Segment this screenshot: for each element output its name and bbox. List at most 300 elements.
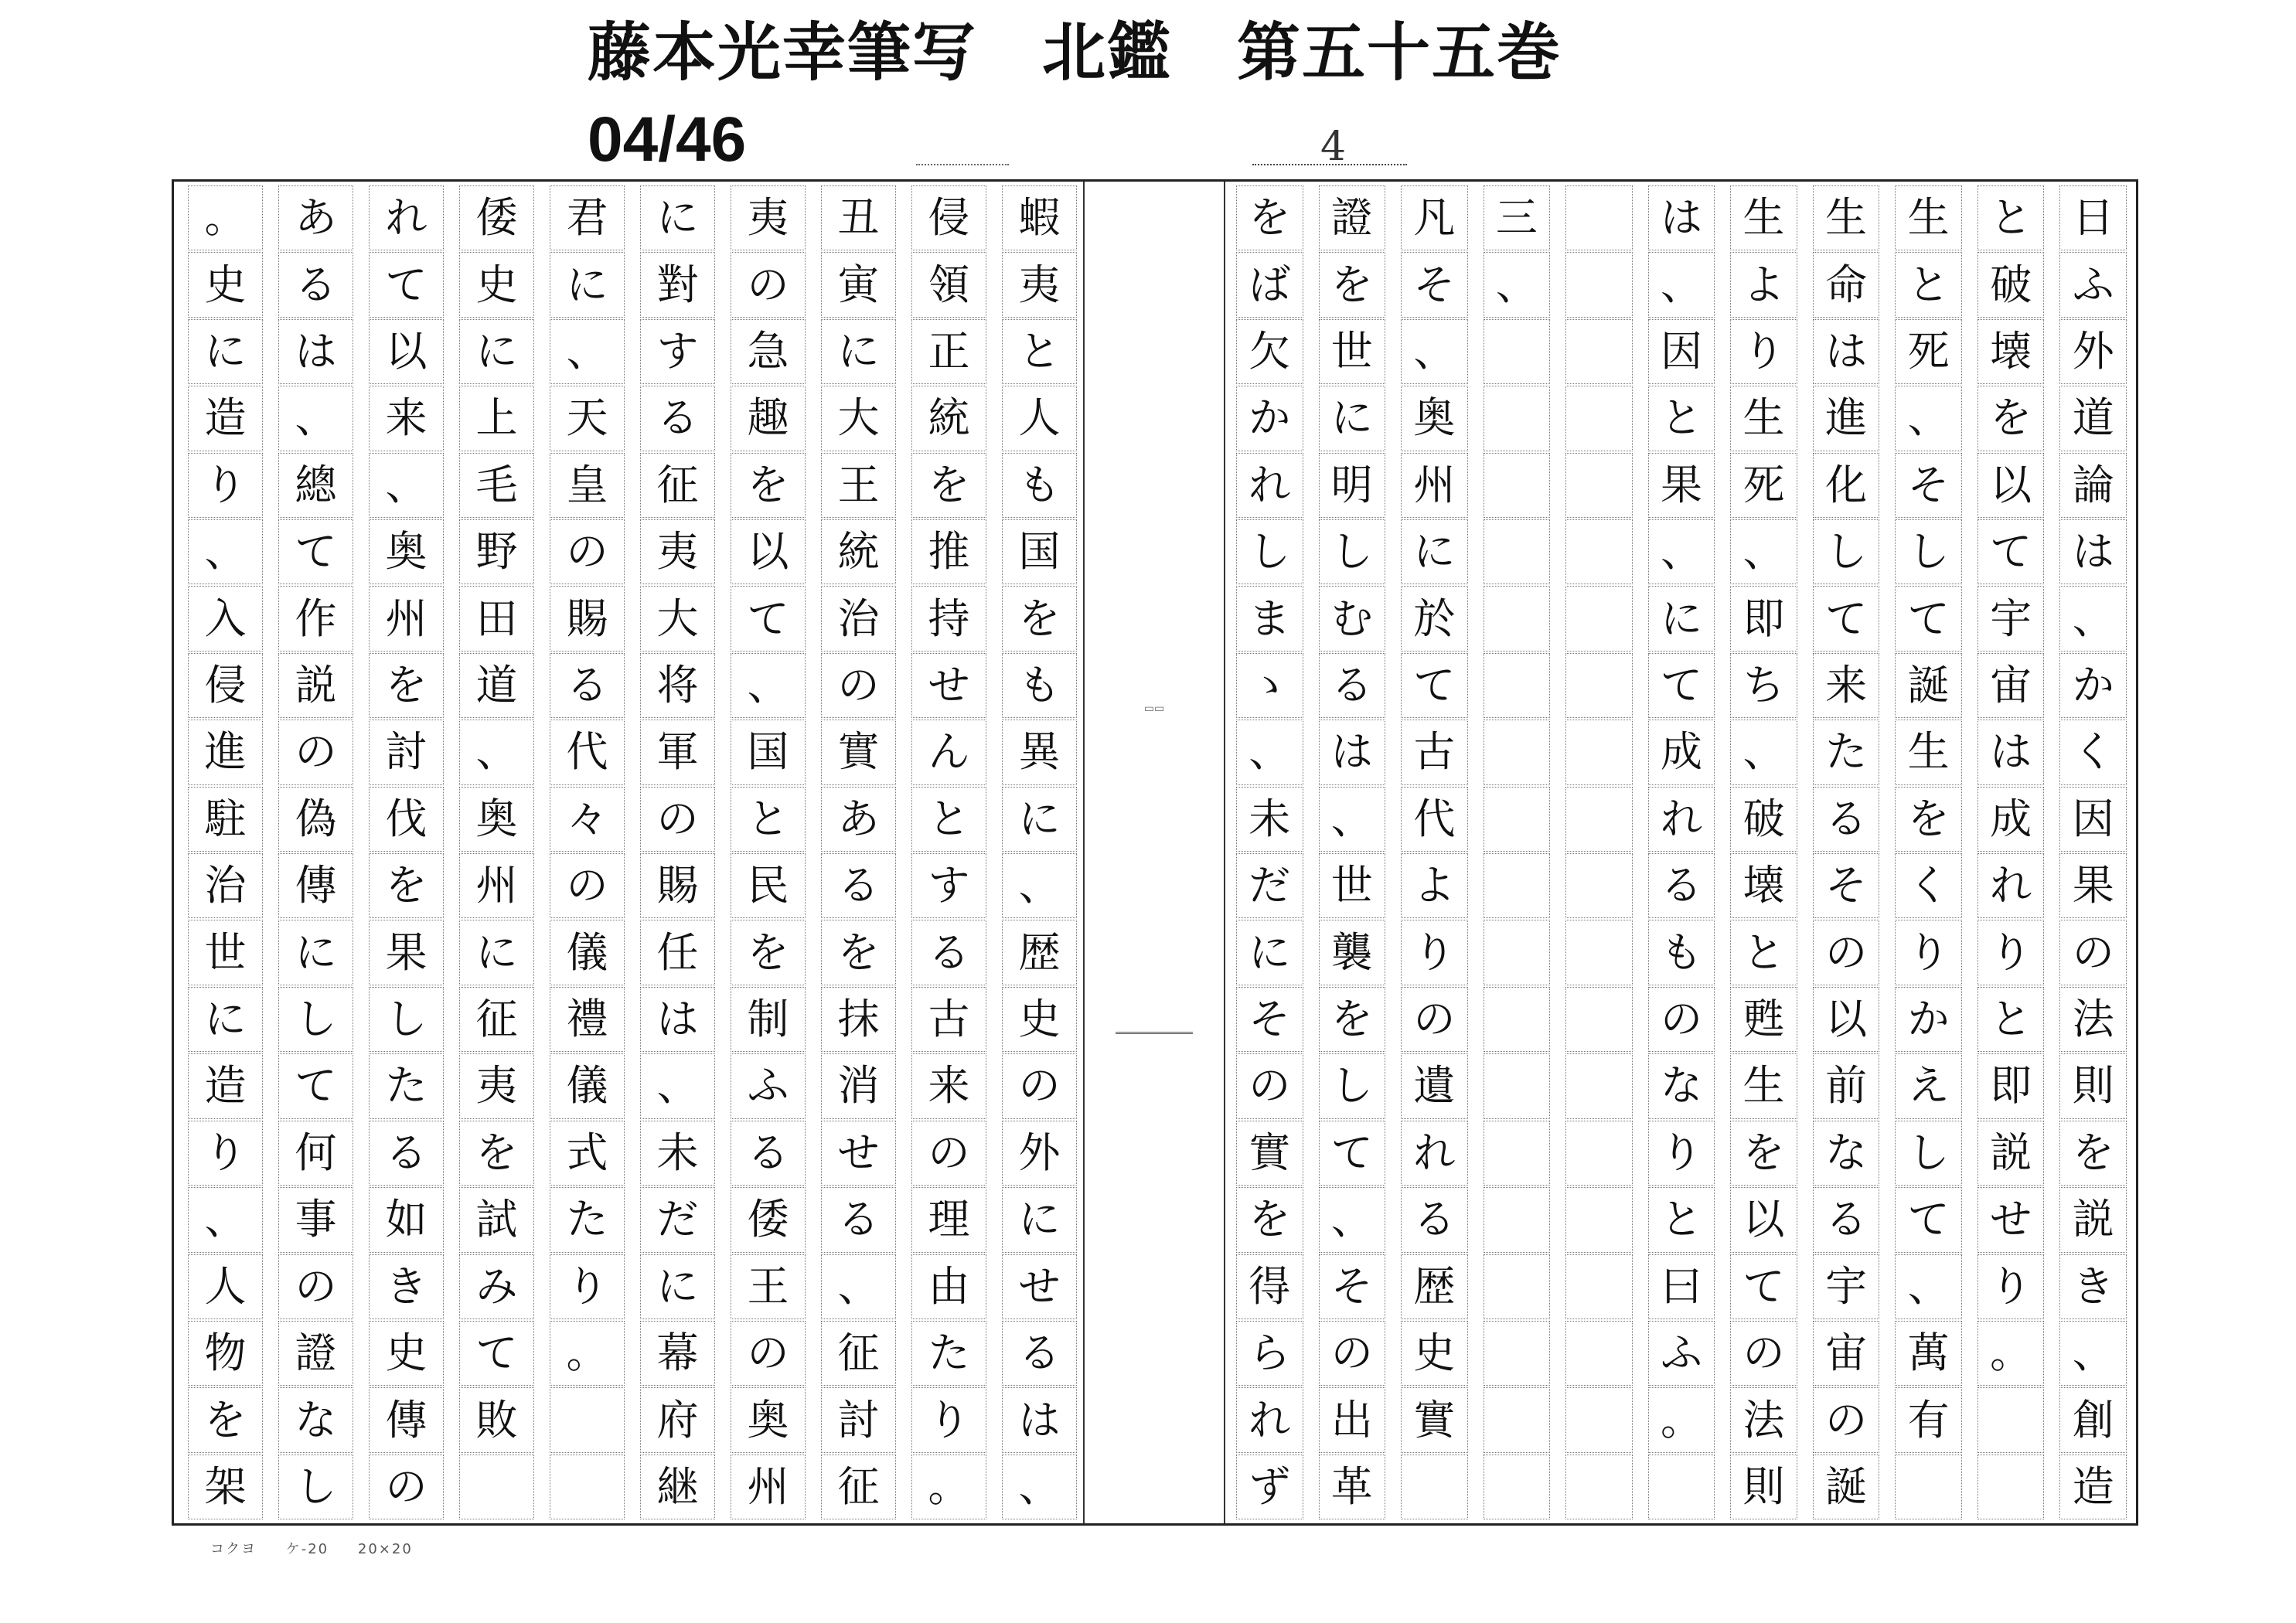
manuscript-cell: 野 <box>459 519 534 584</box>
manuscript-cell: 人 <box>1002 386 1077 451</box>
manuscript-cell: 破 <box>1730 787 1797 852</box>
manuscript-cell <box>1565 386 1633 451</box>
manuscript-cell: 幕 <box>640 1321 715 1386</box>
manuscript-cell <box>1565 519 1633 584</box>
manuscript-cell: に <box>640 185 715 250</box>
manuscript-cell: 代 <box>1401 787 1468 852</box>
manuscript-cell: 説 <box>278 653 353 718</box>
manuscript-cell: 古 <box>1401 720 1468 784</box>
manuscript-cell: 欠 <box>1236 319 1303 384</box>
manuscript-cell: れ <box>1401 1121 1468 1186</box>
manuscript-cell: 征 <box>640 453 715 518</box>
manuscript-cell: 甦 <box>1730 987 1797 1052</box>
manuscript-cell: 傳 <box>278 853 353 918</box>
manuscript-cell: は <box>2059 519 2127 584</box>
manuscript-cell: は <box>640 987 715 1052</box>
manuscript-column <box>182 185 269 1520</box>
manuscript-cell: と <box>1002 319 1077 384</box>
manuscript-cell: を <box>1002 586 1077 651</box>
manuscript-cell: 壊 <box>1730 853 1797 918</box>
manuscript-cell: 儀 <box>550 1053 625 1118</box>
manuscript-cell: 消 <box>821 1053 896 1118</box>
manuscript-cell: 理 <box>911 1187 986 1252</box>
manuscript-cell: 、 <box>731 653 806 718</box>
manuscript-cell: る <box>1319 653 1386 718</box>
manuscript-cell: 造 <box>188 1053 263 1118</box>
manuscript-cell: 侵 <box>188 653 263 718</box>
manuscript-cell: は <box>278 319 353 384</box>
manuscript-cell: 進 <box>188 720 263 784</box>
manuscript-column <box>543 185 631 1520</box>
manuscript-cell <box>1484 1053 1551 1118</box>
manuscript-cell: 、 <box>1895 386 1962 451</box>
manuscript-cell: 君 <box>550 185 625 250</box>
manuscript-cell <box>1401 1455 1468 1519</box>
manuscript-cell: 以 <box>1813 987 1880 1052</box>
manuscript-cell <box>1484 1387 1551 1452</box>
manuscript-cell: 急 <box>731 319 806 384</box>
manuscript-cell <box>1484 853 1551 918</box>
paper-product-code <box>210 1538 436 1558</box>
manuscript-cell <box>1484 319 1551 384</box>
manuscript-cell: を <box>911 453 986 518</box>
manuscript-cell: 治 <box>188 853 263 918</box>
manuscript-cell: 果 <box>369 920 444 985</box>
gutter-divider-mark <box>1116 1032 1193 1034</box>
manuscript-cell: る <box>1813 1187 1880 1252</box>
manuscript-cell: 道 <box>459 653 534 718</box>
manuscript-cell: れ <box>369 185 444 250</box>
manuscript-cell: 外 <box>2059 319 2127 384</box>
manuscript-cell: 成 <box>1977 787 2045 852</box>
manuscript-cell: 持 <box>911 586 986 651</box>
manuscript-cell: 、 <box>1236 720 1303 784</box>
manuscript-cell: 出 <box>1319 1387 1386 1452</box>
manuscript-column <box>272 185 359 1520</box>
manuscript-cell: 遺 <box>1401 1053 1468 1118</box>
manuscript-cell: 、 <box>821 1254 896 1319</box>
manuscript-cell: れ <box>1648 787 1715 852</box>
manuscript-cell: せ <box>1977 1187 2045 1252</box>
manuscript-cell: 。 <box>911 1455 986 1519</box>
manuscript-cell: 世 <box>1319 319 1386 384</box>
manuscript-cell: 造 <box>188 386 263 451</box>
manuscript-cell <box>1484 720 1551 784</box>
manuscript-cell: 誕 <box>1813 1455 1880 1519</box>
manuscript-cell: は <box>1319 720 1386 784</box>
manuscript-cell: せ <box>911 653 986 718</box>
manuscript-cell: 三 <box>1484 185 1551 250</box>
manuscript-cell: く <box>2059 720 2127 784</box>
manuscript-cell: り <box>1895 920 1962 985</box>
manuscript-cell: し <box>1236 519 1303 584</box>
manuscript-cell: 歴 <box>1002 920 1077 985</box>
manuscript-cell: は <box>1813 319 1880 384</box>
manuscript-cell <box>1565 920 1633 985</box>
manuscript-cell: 々 <box>550 787 625 852</box>
manuscript-cell: 正 <box>911 319 986 384</box>
manuscript-cell: を <box>821 920 896 985</box>
manuscript-cell <box>1565 987 1633 1052</box>
manuscript-cell: る <box>1813 787 1880 852</box>
manuscript-cell: 實 <box>821 720 896 784</box>
manuscript-cell: だ <box>1236 853 1303 918</box>
manuscript-cell: る <box>1401 1187 1468 1252</box>
manuscript-cell <box>1977 1387 2045 1452</box>
page-number: 04/46 <box>588 104 747 175</box>
manuscript-cell: 、 <box>1002 1455 1077 1519</box>
manuscript-cell: に <box>459 319 534 384</box>
manuscript-cell <box>1484 1187 1551 1252</box>
manuscript-cell: 入 <box>188 586 263 651</box>
manuscript-cell: 創 <box>2059 1387 2127 1452</box>
manuscript-column <box>996 185 1083 1520</box>
manuscript-column <box>363 185 450 1520</box>
manuscript-cell: 統 <box>821 519 896 584</box>
manuscript-cell: 、 <box>1648 252 1715 317</box>
manuscript-cell <box>1565 1321 1633 1386</box>
manuscript-cell: に <box>188 319 263 384</box>
manuscript-cell: 襲 <box>1319 920 1386 985</box>
manuscript-cell: そ <box>1401 252 1468 317</box>
paper-format: 20×20 <box>357 1541 413 1557</box>
manuscript-cell: し <box>1319 519 1386 584</box>
manuscript-cell: 壊 <box>1977 319 2045 384</box>
manuscript-cell: る <box>731 1121 806 1186</box>
manuscript-cell: は <box>1977 720 2045 784</box>
manuscript-cell: 生 <box>1813 185 1880 250</box>
manuscript-cell: 禮 <box>550 987 625 1052</box>
manuscript-cell: の <box>1236 1053 1303 1118</box>
manuscript-cell: に <box>459 920 534 985</box>
manuscript-cell: 国 <box>731 720 806 784</box>
manuscript-cell: よ <box>1401 853 1468 918</box>
manuscript-cell: 證 <box>1319 185 1386 250</box>
manuscript-cell: し <box>1319 1053 1386 1118</box>
manuscript-cell: と <box>1895 252 1962 317</box>
manuscript-cell: な <box>1813 1121 1880 1186</box>
manuscript-cell: ま <box>1236 586 1303 651</box>
manuscript-cell: を <box>188 1387 263 1452</box>
manuscript-cell: 、 <box>1002 853 1077 918</box>
center-gutter <box>1083 182 1225 1523</box>
manuscript-column <box>905 185 993 1520</box>
manuscript-cell: 天 <box>550 386 625 451</box>
manuscript-cell: り <box>1977 1254 2045 1319</box>
manuscript-cell: 将 <box>640 653 715 718</box>
manuscript-cell: て <box>278 1053 353 1118</box>
manuscript-cell: 則 <box>2059 1053 2127 1118</box>
manuscript-cell: し <box>1895 519 1962 584</box>
manuscript-column <box>815 185 902 1520</box>
manuscript-cell: も <box>1648 920 1715 985</box>
manuscript-cell: 州 <box>1401 453 1468 518</box>
manuscript-cell <box>1895 1455 1962 1519</box>
manuscript-cell: 證 <box>278 1321 353 1386</box>
manuscript-cell: ら <box>1236 1321 1303 1386</box>
manuscript-cell: 、 <box>640 1053 715 1118</box>
manuscript-cell <box>1565 853 1633 918</box>
manuscript-cell: 生 <box>1730 185 1797 250</box>
manuscript-grid <box>172 179 2138 1526</box>
manuscript-cell: 、 <box>188 519 263 584</box>
manuscript-cell: の <box>1730 1321 1797 1386</box>
manuscript-cell <box>1484 1455 1551 1519</box>
manuscript-cell: な <box>1648 1053 1715 1118</box>
manuscript-cell: 死 <box>1895 319 1962 384</box>
manuscript-cell: 世 <box>1319 853 1386 918</box>
manuscript-cell: 日 <box>2059 185 2127 250</box>
manuscript-cell: る <box>1002 1321 1077 1386</box>
manuscript-cell: 。 <box>188 185 263 250</box>
manuscript-cell <box>1484 1121 1551 1186</box>
manuscript-cell: え <box>1895 1053 1962 1118</box>
manuscript-column <box>1889 185 1968 1520</box>
manuscript-cell: 生 <box>1895 720 1962 784</box>
manuscript-cell: 、 <box>1648 519 1715 584</box>
manuscript-cell: 因 <box>2059 787 2127 852</box>
dotted-mark <box>916 164 1009 165</box>
manuscript-cell <box>1565 653 1633 718</box>
manuscript-cell: て <box>1813 586 1880 651</box>
manuscript-cell: 生 <box>1895 185 1962 250</box>
manuscript-cell: 有 <box>1895 1387 1962 1452</box>
manuscript-cell: 宇 <box>1977 586 2045 651</box>
manuscript-cell <box>550 1455 625 1519</box>
manuscript-cell: 、 <box>1730 720 1797 784</box>
manuscript-cell: 。 <box>1648 1387 1715 1452</box>
manuscript-cell: ふ <box>731 1053 806 1118</box>
manuscript-column <box>1313 185 1392 1520</box>
manuscript-cell: だ <box>640 1187 715 1252</box>
manuscript-cell <box>1565 185 1633 250</box>
manuscript-cell: せ <box>821 1121 896 1186</box>
manuscript-cell: り <box>188 453 263 518</box>
manuscript-cell: を <box>1319 252 1386 317</box>
manuscript-cell: て <box>459 1321 534 1386</box>
manuscript-cell: り <box>911 1387 986 1452</box>
manuscript-cell: と <box>1977 185 2045 250</box>
manuscript-cell: 任 <box>640 920 715 985</box>
manuscript-cell: 討 <box>821 1387 896 1452</box>
manuscript-cell: 造 <box>2059 1455 2127 1519</box>
manuscript-cell: に <box>1319 386 1386 451</box>
manuscript-cell <box>1977 1455 2045 1519</box>
manuscript-cell: 生 <box>1730 1053 1797 1118</box>
manuscript-cell <box>1565 586 1633 651</box>
manuscript-cell <box>1565 319 1633 384</box>
gutter-stamp: ▭▭ <box>1143 703 1165 715</box>
manuscript-cell: て <box>278 519 353 584</box>
manuscript-cell: ゝ <box>1236 653 1303 718</box>
manuscript-cell: に <box>1401 519 1468 584</box>
manuscript-cell <box>1565 1121 1633 1186</box>
manuscript-cell: に <box>1002 1187 1077 1252</box>
manuscript-cell: し <box>1813 519 1880 584</box>
manuscript-cell: 未 <box>640 1121 715 1186</box>
manuscript-cell: 大 <box>821 386 896 451</box>
manuscript-cell: く <box>1895 853 1962 918</box>
manuscript-cell: 於 <box>1401 586 1468 651</box>
manuscript-cell: 偽 <box>278 787 353 852</box>
manuscript-column <box>724 185 812 1520</box>
manuscript-cell: み <box>459 1254 534 1319</box>
manuscript-cell: 革 <box>1319 1455 1386 1519</box>
manuscript-cell: 、 <box>1401 319 1468 384</box>
manuscript-cell: の <box>1813 1387 1880 1452</box>
manuscript-column <box>1807 185 1886 1520</box>
manuscript-cell: ん <box>911 720 986 784</box>
manuscript-cell: り <box>1401 920 1468 985</box>
manuscript-cell: を <box>1236 1187 1303 1252</box>
manuscript-cell: 凡 <box>1401 185 1468 250</box>
manuscript-cell: ば <box>1236 252 1303 317</box>
manuscript-cell: 總 <box>278 453 353 518</box>
paper-product: ケ-20 <box>285 1541 329 1557</box>
manuscript-cell <box>1484 787 1551 852</box>
manuscript-cell: 制 <box>731 987 806 1052</box>
manuscript-cell: 以 <box>1977 453 2045 518</box>
manuscript-column <box>453 185 540 1520</box>
manuscript-cell: 征 <box>459 987 534 1052</box>
manuscript-cell: て <box>1401 653 1468 718</box>
manuscript-cell: 法 <box>1730 1387 1797 1452</box>
manuscript-cell: 進 <box>1813 386 1880 451</box>
manuscript-cell: 敗 <box>459 1387 534 1452</box>
manuscript-cell: 論 <box>2059 453 2127 518</box>
manuscript-cell: 国 <box>1002 519 1077 584</box>
manuscript-cell: 賜 <box>640 853 715 918</box>
manuscript-cell: 成 <box>1648 720 1715 784</box>
manuscript-cell: 奥 <box>731 1387 806 1452</box>
manuscript-cell: 史 <box>369 1321 444 1386</box>
document-title: 藤本光幸筆写 北鑑 第五十五巻 <box>588 16 1562 90</box>
manuscript-cell: の <box>1401 987 1468 1052</box>
manuscript-cell: 、 <box>188 1187 263 1252</box>
manuscript-cell: と <box>911 787 986 852</box>
manuscript-cell: 史 <box>188 252 263 317</box>
manuscript-cell: 傳 <box>369 1387 444 1452</box>
manuscript-cell <box>1565 720 1633 784</box>
manuscript-cell <box>1484 1321 1551 1386</box>
manuscript-cell: 伐 <box>369 787 444 852</box>
manuscript-cell <box>1565 1254 1633 1319</box>
manuscript-cell: 實 <box>1236 1121 1303 1186</box>
manuscript-cell: 、 <box>278 386 353 451</box>
manuscript-cell: 府 <box>640 1387 715 1452</box>
manuscript-cell: 侵 <box>911 185 986 250</box>
manuscript-cell: の <box>550 853 625 918</box>
manuscript-cell: 寅 <box>821 252 896 317</box>
manuscript-cell: 州 <box>459 853 534 918</box>
manuscript-cell: に <box>278 920 353 985</box>
manuscript-cell: の <box>1319 1321 1386 1386</box>
manuscript-cell: ち <box>1730 653 1797 718</box>
manuscript-cell: 夷 <box>459 1053 534 1118</box>
manuscript-cell: る <box>640 386 715 451</box>
manuscript-cell: そ <box>1895 453 1962 518</box>
manuscript-cell <box>1648 1455 1715 1519</box>
manuscript-cell: ふ <box>2059 252 2127 317</box>
manuscript-cell: そ <box>1319 1254 1386 1319</box>
manuscript-cell: 宙 <box>1977 653 2045 718</box>
manuscript-cell: た <box>550 1187 625 1252</box>
manuscript-cell: て <box>369 252 444 317</box>
manuscript-cell: き <box>369 1254 444 1319</box>
manuscript-cell: そ <box>1813 853 1880 918</box>
manuscript-column <box>1477 185 1557 1520</box>
manuscript-column <box>1724 185 1804 1520</box>
manuscript-cell: 歴 <box>1401 1254 1468 1319</box>
manuscript-cell: 継 <box>640 1455 715 1519</box>
manuscript-cell: た <box>369 1053 444 1118</box>
manuscript-column <box>634 185 721 1520</box>
manuscript-cell: の <box>1648 987 1715 1052</box>
manuscript-cell <box>1565 1053 1633 1118</box>
sheet-number-underline <box>1252 164 1407 165</box>
manuscript-cell: 毛 <box>459 453 534 518</box>
manuscript-cell: 。 <box>1977 1321 2045 1386</box>
manuscript-cell: 民 <box>731 853 806 918</box>
manuscript-cell: と <box>1977 987 2045 1052</box>
manuscript-cell: 作 <box>278 586 353 651</box>
manuscript-cell: を <box>369 653 444 718</box>
manuscript-cell: を <box>1319 987 1386 1052</box>
manuscript-cell: り <box>1730 319 1797 384</box>
manuscript-cell: そ <box>1236 987 1303 1052</box>
manuscript-cell <box>1565 1187 1633 1252</box>
manuscript-cell: ふ <box>1648 1321 1715 1386</box>
manuscript-cell: る <box>278 252 353 317</box>
manuscript-cell: 誕 <box>1895 653 1962 718</box>
manuscript-cell: 則 <box>1730 1455 1797 1519</box>
manuscript-cell: を <box>1977 386 2045 451</box>
manuscript-cell: 實 <box>1401 1387 1468 1452</box>
manuscript-cell: 説 <box>1977 1121 2045 1186</box>
manuscript-cell: 事 <box>278 1187 353 1252</box>
manuscript-column <box>1395 185 1474 1520</box>
manuscript-column <box>1230 185 1310 1520</box>
manuscript-cell: の <box>640 787 715 852</box>
manuscript-cell: 如 <box>369 1187 444 1252</box>
manuscript-cell: 代 <box>550 720 625 784</box>
manuscript-cell: 田 <box>459 586 534 651</box>
manuscript-cell: 趣 <box>731 386 806 451</box>
paper-brand: コクヨ <box>210 1541 257 1557</box>
manuscript-cell: に <box>1236 920 1303 985</box>
manuscript-cell <box>1484 653 1551 718</box>
manuscript-cell <box>1484 386 1551 451</box>
manuscript-cell: る <box>550 653 625 718</box>
manuscript-cell: 因 <box>1648 319 1715 384</box>
manuscript-cell: 丑 <box>821 185 896 250</box>
manuscript-cell: 史 <box>1002 987 1077 1052</box>
sheet-number: 4 <box>1320 124 1347 170</box>
manuscript-cell: し <box>278 987 353 1052</box>
manuscript-cell: 由 <box>911 1254 986 1319</box>
manuscript-cell: 前 <box>1813 1053 1880 1118</box>
manuscript-cell: の <box>278 1254 353 1319</box>
manuscript-cell: 、 <box>1484 252 1551 317</box>
manuscript-cell: 史 <box>459 252 534 317</box>
manuscript-cell: か <box>1236 386 1303 451</box>
manuscript-cell: 上 <box>459 386 534 451</box>
manuscript-cell: の <box>911 1121 986 1186</box>
manuscript-cell: 奥 <box>459 787 534 852</box>
manuscript-cell: す <box>911 853 986 918</box>
manuscript-cell: 大 <box>640 586 715 651</box>
manuscript-cell: き <box>2059 1254 2127 1319</box>
